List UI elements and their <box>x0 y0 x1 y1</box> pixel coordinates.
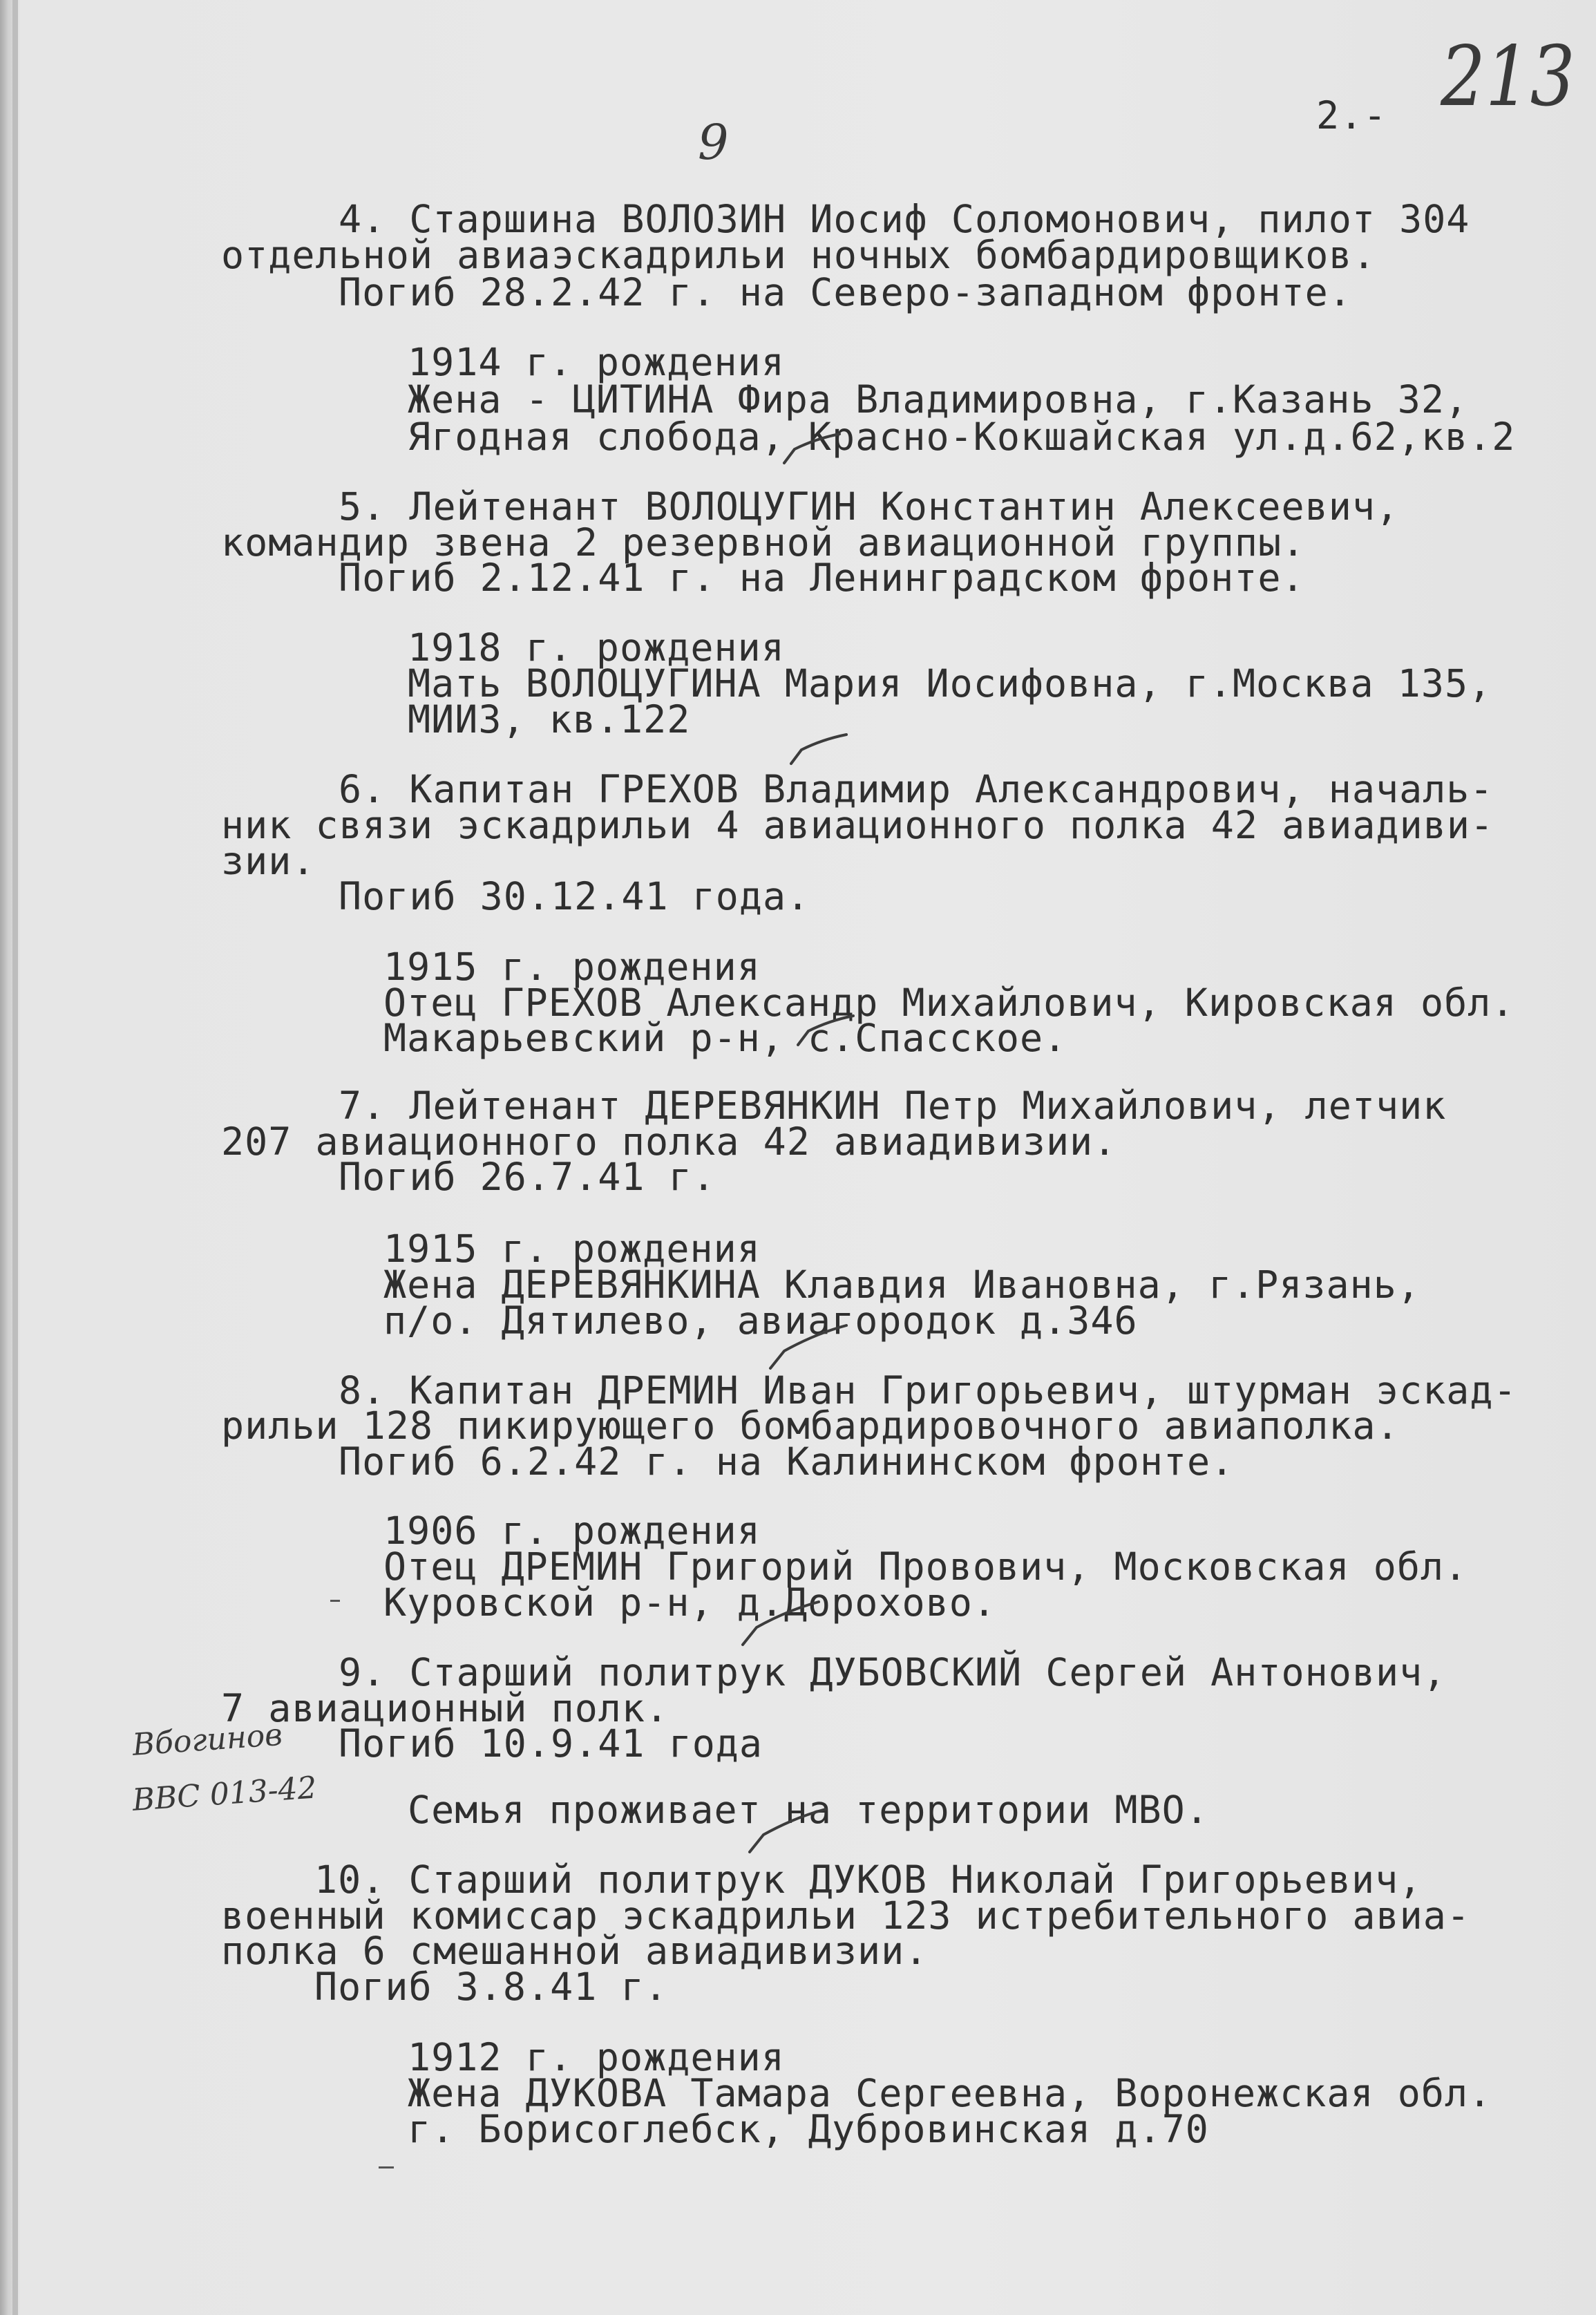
entry-7-line-6: п/о. Дятилево, авиагородок д.346 <box>383 1298 1138 1343</box>
entry-8-line-1: 8. Капитан ДРЕМИН Иван Григорьевич, штурман эскад- <box>339 1368 1517 1412</box>
entry-8-line-4: 1906 г. рождения <box>383 1509 761 1553</box>
entry-10-line-2: военный комиссар эскадрильи 123 истребительного авиа- <box>221 1893 1470 1938</box>
entry-10-line-3: полка 6 смешанной авиадивизии. <box>221 1929 929 1973</box>
entry-8-line-2: рильи 128 пикирующего бомбардировочного авиаполка. <box>221 1404 1400 1448</box>
typed-page-number: 2.- <box>1316 93 1387 138</box>
stray-mark <box>379 2166 394 2168</box>
handwritten-page-number: 213 <box>1441 29 1575 125</box>
entry-9-line-2: 7 авиационный полк. <box>221 1686 669 1730</box>
check-mark-icon <box>788 729 850 771</box>
entry-7-line-2: 207 авиационного полка 42 авиадивизии. <box>221 1119 1117 1164</box>
entry-5-line-6: МИИЗ, кв.122 <box>408 697 691 741</box>
check-mark-icon <box>739 1596 822 1652</box>
entry-4-line-5: Жена - ЦИТИНА Фира Владимировна, г.Казань 32, <box>408 377 1469 422</box>
handwritten-folio-number: 9 <box>698 114 729 171</box>
entry-5-line-3: Погиб 2.12.41 г. на Ленинградском фронте. <box>339 556 1305 600</box>
entry-10-line-5: 1912 г. рождения <box>408 2035 785 2079</box>
entry-9-line-3: Погиб 10.9.41 года <box>339 1721 763 1766</box>
entry-10-line-4: Погиб 3.8.41 г. <box>314 1965 668 2009</box>
entry-7-line-5: Жена ДЕРЕВЯНКИНА Клавдия Ивановна, г.Рязань, <box>383 1263 1421 1307</box>
entry-6-line-6: Отец ГРЕХОВ Александр Михайлович, Кировская обл. <box>383 981 1515 1025</box>
entry-9-line-4: Семья проживает на территории МВО. <box>408 1788 1209 1832</box>
page-spine-shadow <box>12 0 18 2315</box>
entry-6-line-2: ник связи эскадрильи 4 авиационного полка 42 авиадиви- <box>221 803 1494 847</box>
entry-6-line-1: 6. Капитан ГРЕХОВ Владимир Александрович, началь- <box>339 767 1494 811</box>
entry-6-line-7: Макарьевский р-н, с.Спасское. <box>383 1016 1067 1060</box>
entry-5-line-1: 5. Лейтенант ВОЛОЦУГИН Константин Алексеевич, <box>339 484 1400 529</box>
check-mark-icon <box>767 1320 850 1375</box>
entry-9-line-1: 9. Старший политрук ДУБОВСКИЙ Сергей Антонович, <box>339 1650 1447 1694</box>
entry-10-line-6: Жена ДУКОВА Тамара Сергеевна, Воронежская обл. <box>408 2071 1492 2115</box>
entry-5-line-4: 1918 г. рождения <box>408 625 785 670</box>
entry-8-line-5: Отец ДРЕМИН Григорий Провович, Московская обл. <box>383 1544 1468 1589</box>
entry-8-line-3: Погиб 6.2.42 г. на Калининском фронте. <box>339 1439 1235 1484</box>
entry-4-line-6: Ягодная слобода, Красно-Кокшайская ул.д.62,кв.2 <box>408 415 1516 459</box>
entry-8-line-6: Куровской р-н, д.Дорохово. <box>383 1580 996 1625</box>
entry-4-line-3: Погиб 28.2.42 г. на Северо-западном фронте. <box>339 270 1352 314</box>
entry-6-line-3: зии. <box>221 839 316 883</box>
margin-note-1: Вбогинов <box>131 1717 284 1763</box>
entry-6-line-4: Погиб 30.12.41 года. <box>339 874 810 918</box>
check-mark-icon <box>795 1010 857 1052</box>
margin-note-2: ВВС 013-42 <box>131 1770 319 1818</box>
entry-7-line-4: 1915 г. рождения <box>383 1227 761 1271</box>
entry-10-line-7: г. Борисоглебск, Дубровинская д.70 <box>408 2107 1209 2151</box>
entry-7-line-1: 7. Лейтенант ДЕРЕВЯНКИН Петр Михайлович, летчик <box>339 1084 1447 1128</box>
entry-10-line-1: 10. Старший политрук ДУКОВ Николай Григорьевич, <box>314 1858 1423 1902</box>
check-mark-icon <box>781 428 843 470</box>
entry-4-line-2: отдельной авиаэскадрильи ночных бомбардировщиков. <box>221 233 1376 277</box>
entry-4-line-1: 4. Старшина ВОЛОЗИН Иосиф Соломонович, пилот 304 <box>339 197 1470 241</box>
entry-6-line-5: 1915 г. рождения <box>383 945 761 989</box>
entry-5-line-2: командир звена 2 резервной авиационной группы. <box>221 520 1306 565</box>
check-mark-icon <box>746 1804 829 1859</box>
entry-5-line-5: Мать ВОЛОЦУГИНА Мария Иосифовна, г.Москва 135, <box>408 661 1492 706</box>
entry-7-line-3: Погиб 26.7.41 г. <box>339 1155 716 1199</box>
stray-mark <box>330 1600 340 1602</box>
entry-4-line-4: 1914 г. рождения <box>408 340 785 384</box>
